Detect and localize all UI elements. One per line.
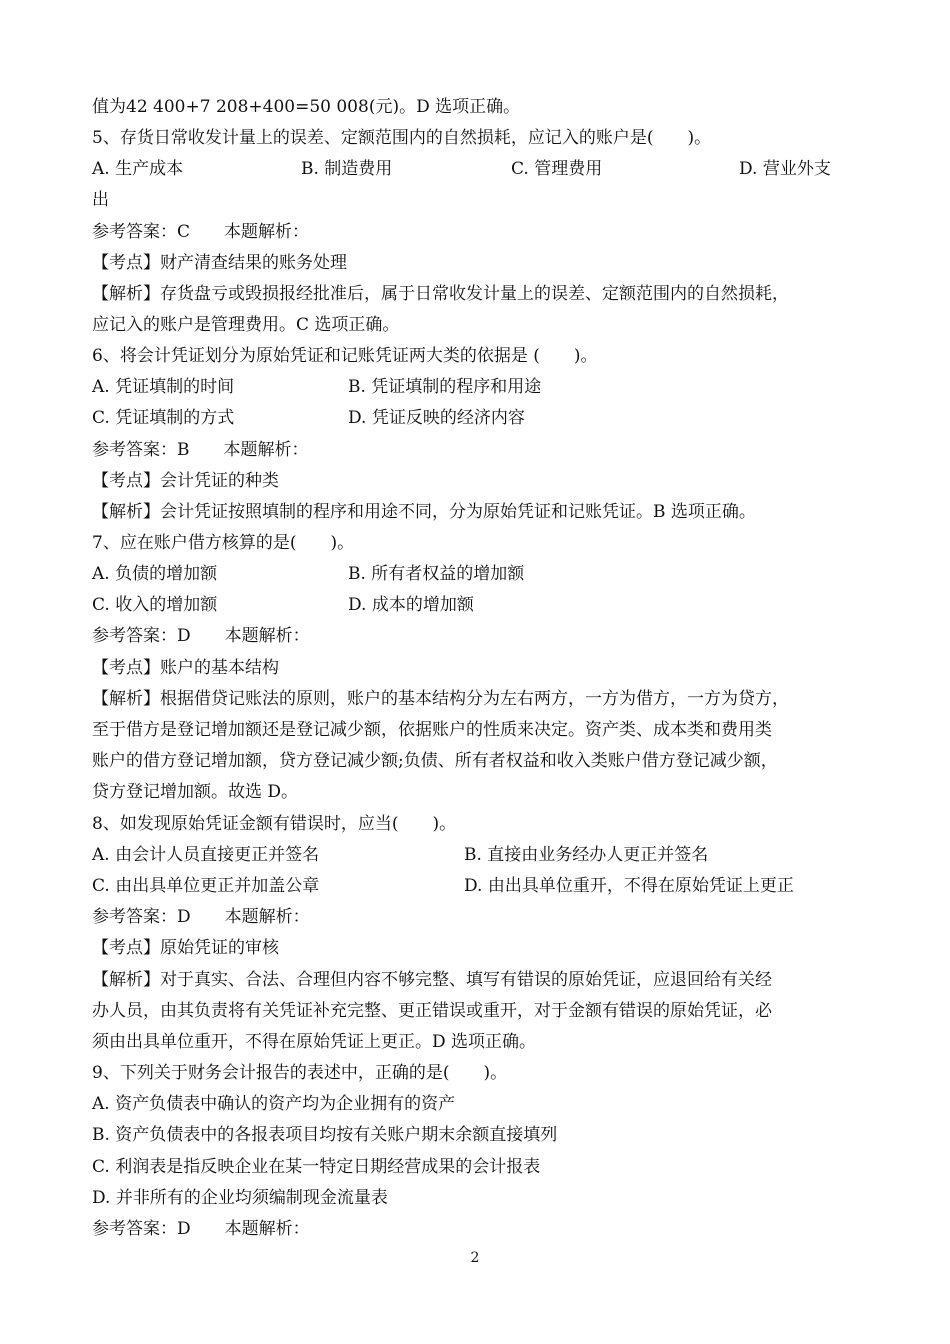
q6-option-b: B. 凭证填制的程序和用途 — [348, 377, 542, 397]
q8-question: 8、如发现原始凭证金额有错误时，应当( )。 — [92, 814, 457, 834]
q6-option-d: D. 凭证反映的经济内容 — [348, 408, 525, 428]
q5-explanation-line: 应记入的账户是管理费用。C 选项正确。 — [92, 315, 400, 335]
q7-explanation-line: 贷方登记增加额。故选 D。 — [92, 782, 299, 802]
q6-key-point: 【考点】会计凭证的种类 — [92, 471, 279, 491]
q7-explanation-line: 账户的借方登记增加额，贷方登记减少额;负债、所有者权益和收入类账户借方登记减少额， — [92, 751, 778, 771]
q6-question: 6、将会计凭证划分为原始凭证和记账凭证两大类的依据是 ( )。 — [92, 346, 598, 366]
q5-answer: 参考答案：C 本题解析： — [92, 222, 310, 242]
q6-answer: 参考答案：B 本题解析： — [92, 440, 309, 460]
q5-key-point: 【考点】财产清查结果的账务处理 — [92, 253, 347, 273]
q5-explanation-line: 【解析】存货盘亏或毁损报经批准后，属于日常收发计量上的误差、定额范围内的自然损耗， — [92, 284, 789, 304]
q9-question: 9、下列关于财务会计报告的表述中，正确的是( )。 — [92, 1063, 508, 1083]
q9-option-c: C. 利润表是指反映企业在某一特定日期经营成果的会计报表 — [92, 1157, 541, 1177]
q7-option-c: C. 收入的增加额 — [92, 595, 218, 615]
q9-option-b: B. 资产负债表中的各报表项目均按有关账户期末余额直接填列 — [92, 1125, 558, 1145]
q6-option-c: C. 凭证填制的方式 — [92, 408, 235, 428]
q5-option-d-wrap: 出 — [92, 190, 109, 210]
q6-explanation-line: 【解析】会计凭证按照填制的程序和用途不同，分为原始凭证和记账凭证。B 选项正确。 — [92, 502, 756, 522]
q8-option-b: B. 直接由业务经办人更正并签名 — [464, 845, 709, 865]
q5-option-b: B. 制造费用 — [301, 159, 393, 179]
q5-option-d: D. 营业外支 — [739, 159, 831, 179]
q7-explanation-line: 【解析】根据借贷记账法的原则，账户的基本结构分为左右两方，一方为借方，一方为贷方， — [92, 689, 789, 709]
q5-question: 5、存货日常收发计量上的误差、定额范围内的自然损耗，应记入的账户是( )。 — [92, 128, 712, 148]
page-number: 2 — [470, 1250, 480, 1266]
q8-explanation-line: 【解析】对于真实、合法、合理但内容不够完整、填写有错误的原始凭证，应退回给有关经 — [92, 970, 772, 990]
q7-key-point: 【考点】账户的基本结构 — [92, 658, 279, 678]
q7-question: 7、应在账户借方核算的是( )。 — [92, 533, 355, 553]
q5-option-c: C. 管理费用 — [511, 159, 603, 179]
q8-option-c: C. 由出具单位更正并加盖公章 — [92, 876, 320, 896]
q7-option-b: B. 所有者权益的增加额 — [348, 564, 525, 584]
q8-option-a: A. 由会计人员直接更正并签名 — [92, 845, 320, 865]
q5-option-a: A. 生产成本 — [92, 159, 184, 179]
q7-option-a: A. 负债的增加额 — [92, 564, 218, 584]
q8-option-d: D. 由出具单位重开，不得在原始凭证上更正 — [464, 876, 794, 896]
q8-answer: 参考答案：D 本题解析： — [92, 907, 310, 927]
q7-option-d: D. 成本的增加额 — [348, 595, 474, 615]
q7-explanation-line: 至于借方是登记增加额还是登记减少额，依据账户的性质来决定。资产类、成本类和费用类 — [92, 720, 772, 740]
q9-option-a: A. 资产负债表中确认的资产均为企业拥有的资产 — [92, 1094, 456, 1114]
q7-answer: 参考答案：D 本题解析： — [92, 626, 310, 646]
q8-explanation-line: 办人员，由其负责将有关凭证补充完整、更正错误或重开，对于金额有错误的原始凭证，必 — [92, 1001, 772, 1021]
q4-explanation-tail: 值为42 400+7 208+400=50 008(元)。D 选项正确。 — [92, 97, 521, 117]
q9-answer: 参考答案：D 本题解析： — [92, 1219, 310, 1239]
q9-option-d: D. 并非所有的企业均须编制现金流量表 — [92, 1188, 388, 1208]
q6-option-a: A. 凭证填制的时间 — [92, 377, 235, 397]
q8-explanation-line: 须由出具单位重开，不得在原始凭证上更正。D 选项正确。 — [92, 1032, 537, 1052]
q8-key-point: 【考点】原始凭证的审核 — [92, 938, 279, 958]
